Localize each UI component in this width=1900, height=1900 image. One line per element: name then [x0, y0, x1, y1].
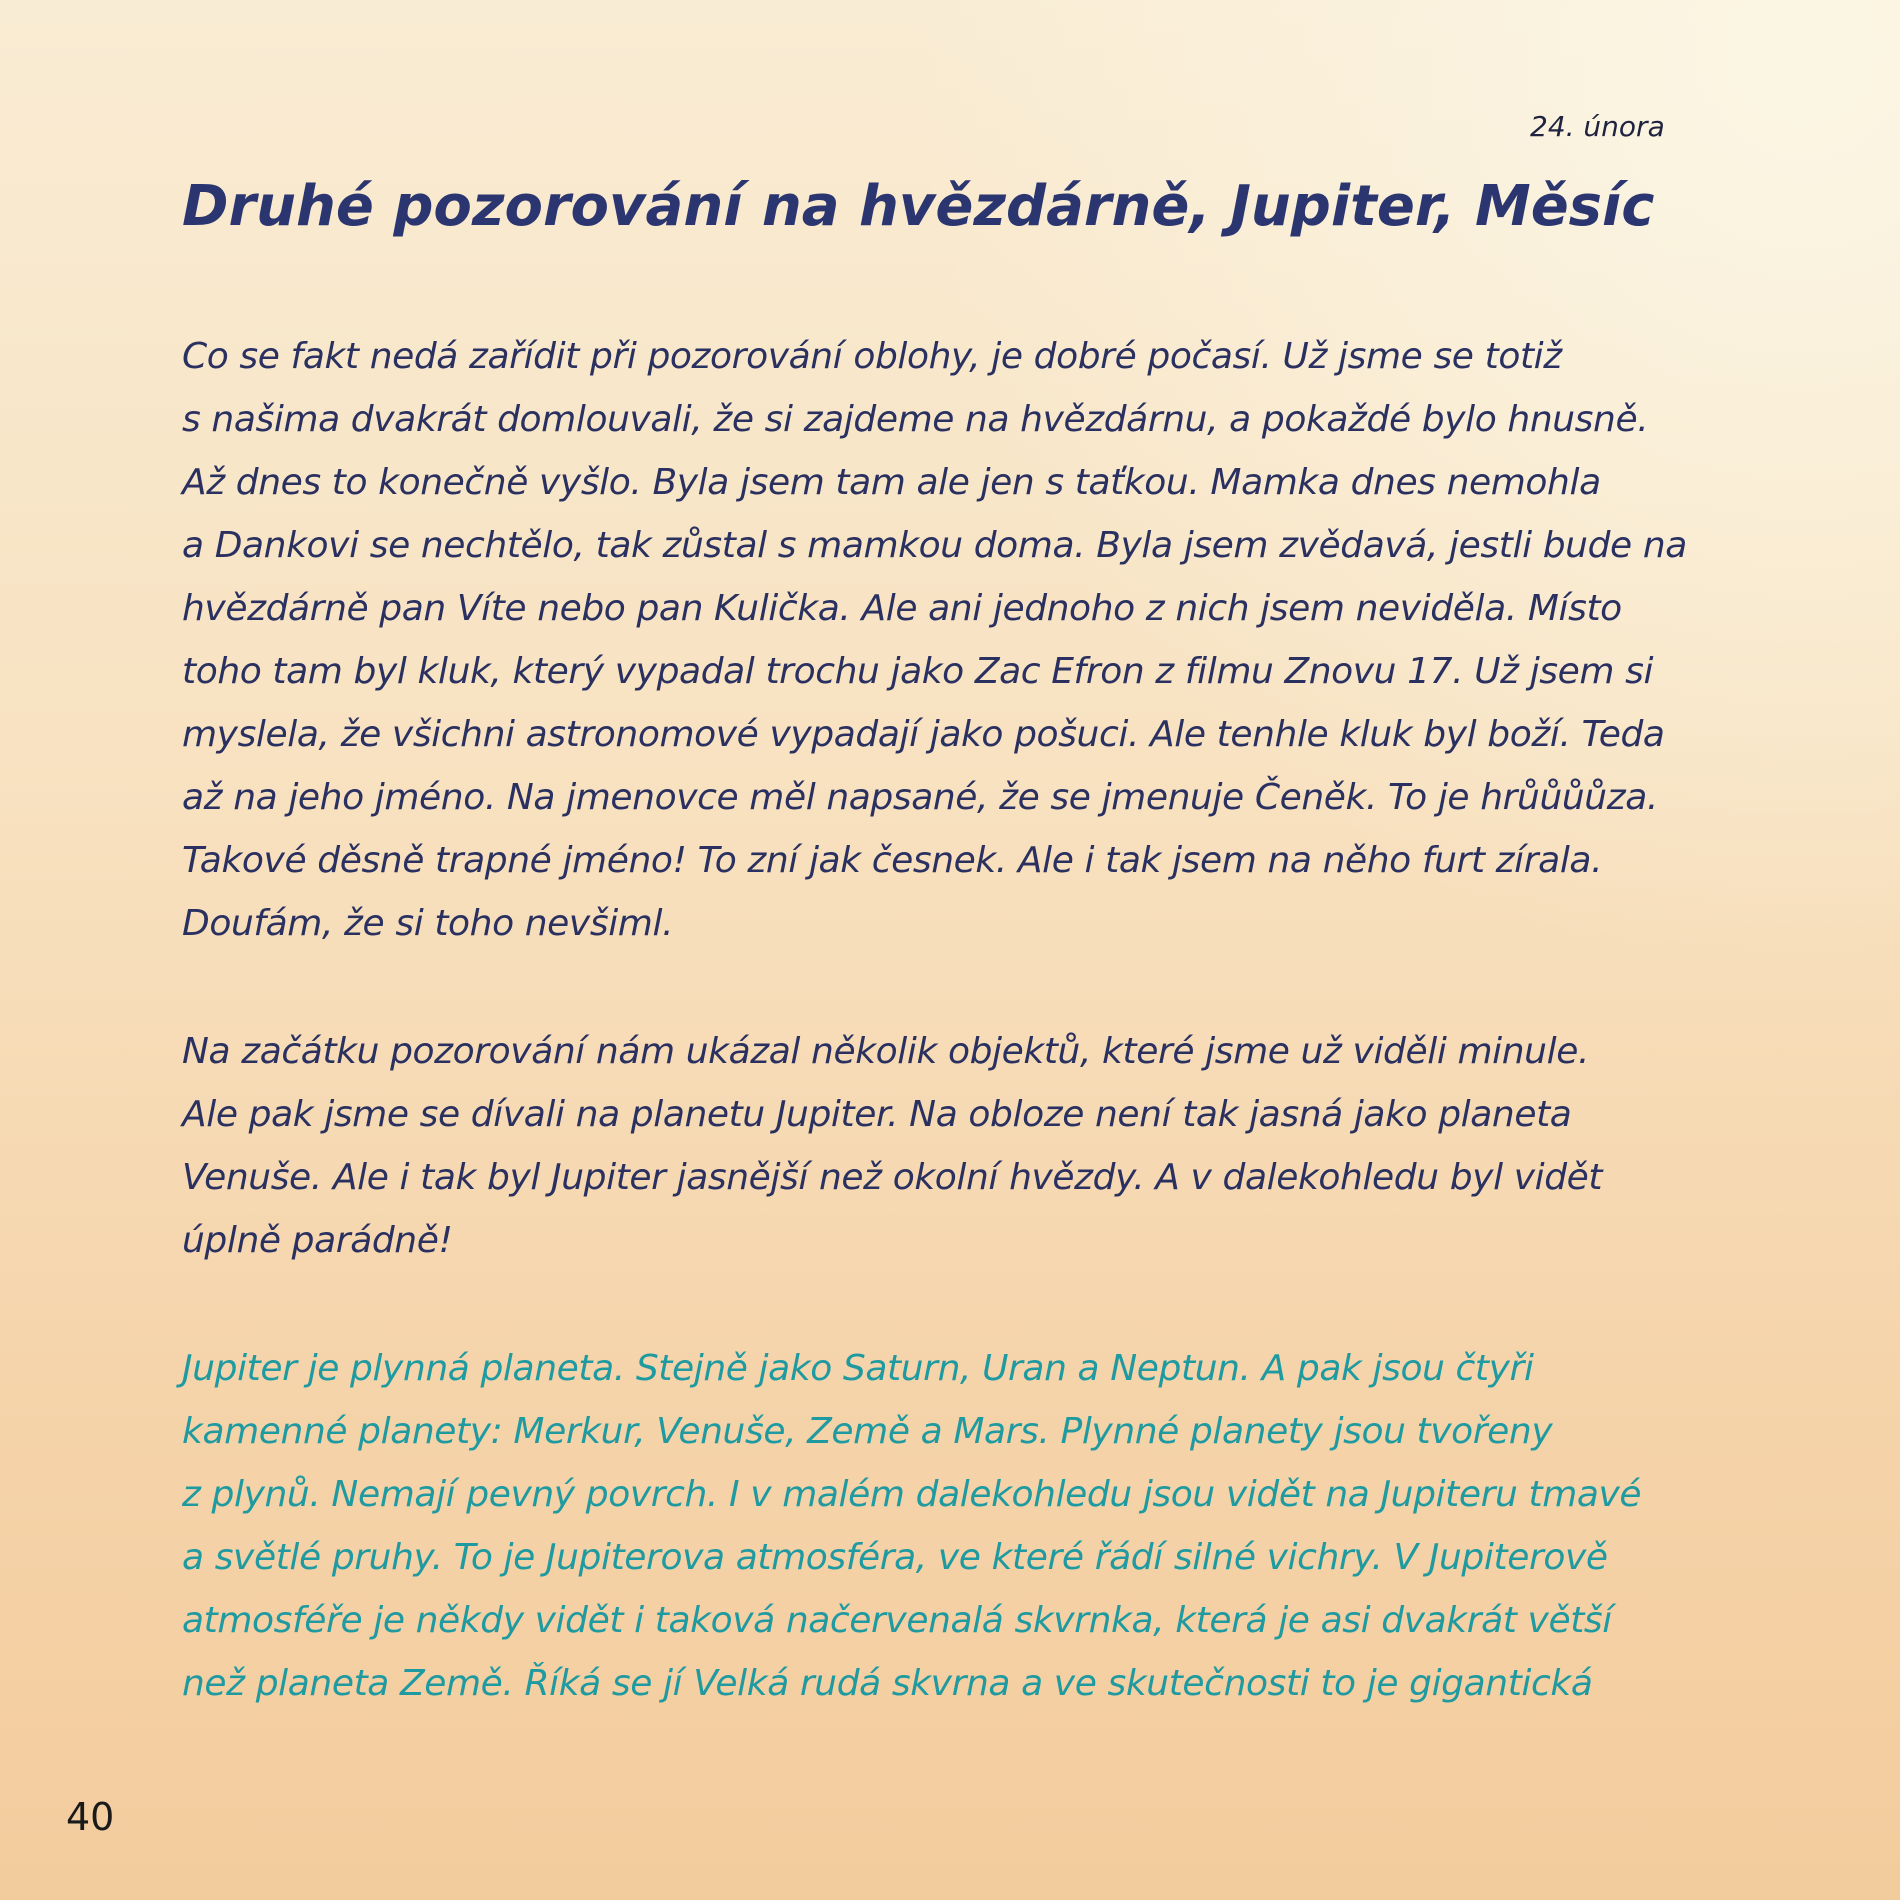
text-line: až na jeho jméno. Na jmenovce měl napsané, že se jmenuje Čeněk. To je hrůůůůza.: [182, 777, 1658, 818]
text-line: Co se fakt nedá zařídit při pozorování oblohy, je dobré počasí. Už jsme se totiž: [182, 336, 1562, 377]
text-line: z plynů. Nemají pevný povrch. I v malém dalekohledu jsou vidět na Jupiteru tmavé: [182, 1474, 1642, 1515]
text-line: kamenné planety: Merkur, Venuše, Země a Mars. Plynné planety jsou tvořeny: [182, 1411, 1553, 1452]
text-line: Ale pak jsme se dívali na planetu Jupiter. Na obloze není tak jasná jako planeta: [182, 1094, 1572, 1135]
text-line: Až dnes to konečně vyšlo. Byla jsem tam ale jen s taťkou. Mamka dnes nemohla: [182, 462, 1601, 503]
text-line: úplně parádně!: [182, 1220, 453, 1261]
text-line: a světlé pruhy. To je Jupiterova atmosféra, ve které řádí silné vichry. V Jupiterově: [182, 1537, 1608, 1578]
text-line: Jupiter je plynná planeta. Stejně jako Saturn, Uran a Neptun. A pak jsou čtyři: [182, 1348, 1534, 1389]
text-line: Venuše. Ale i tak byl Jupiter jasnější než okolní hvězdy. A v dalekohledu byl vidět: [182, 1157, 1603, 1198]
info-paragraph-jupiter: [182, 1337, 1742, 1715]
diary-paragraph-1: [182, 325, 1742, 955]
page-title: Druhé pozorování na hvězdárně, Jupiter, Měsíc: [182, 174, 1655, 239]
text-line: a Dankovi se nechtělo, tak zůstal s mamkou doma. Byla jsem zvědavá, jestli bude na: [182, 525, 1687, 566]
text-line: než planeta Země. Říká se jí Velká rudá skvrna a ve skutečnosti to je gigantická: [182, 1663, 1593, 1704]
text-line: Doufám, že si toho nevšiml.: [182, 903, 674, 944]
text-line: Takové děsně trapné jméno! To zní jak česnek. Ale i tak jsem na něho furt zírala.: [182, 840, 1603, 881]
text-line: hvězdárně pan Víte nebo pan Kulička. Ale ani jednoho z nich jsem neviděla. Místo: [182, 588, 1622, 629]
text-line: s našima dvakrát domlouvali, že si zajdeme na hvězdárnu, a pokaždé bylo hnusně.: [182, 399, 1649, 440]
page-number: 40: [66, 1795, 115, 1839]
text-line: Na začátku pozorování nám ukázal několik objektů, které jsme už viděli minule.: [182, 1031, 1589, 1072]
entry-date: 24. února: [1530, 110, 1665, 143]
text-line: atmosféře je někdy vidět i taková načervenalá skvrnka, která je asi dvakrát větší: [182, 1600, 1612, 1641]
text-line: toho tam byl kluk, který vypadal trochu jako Zac Efron z filmu Znovu 17. Už jsem si: [182, 651, 1654, 692]
text-line: myslela, že všichni astronomové vypadají jako pošuci. Ale tenhle kluk byl boží. Teda: [182, 714, 1665, 755]
diary-paragraph-2: [182, 1020, 1742, 1272]
